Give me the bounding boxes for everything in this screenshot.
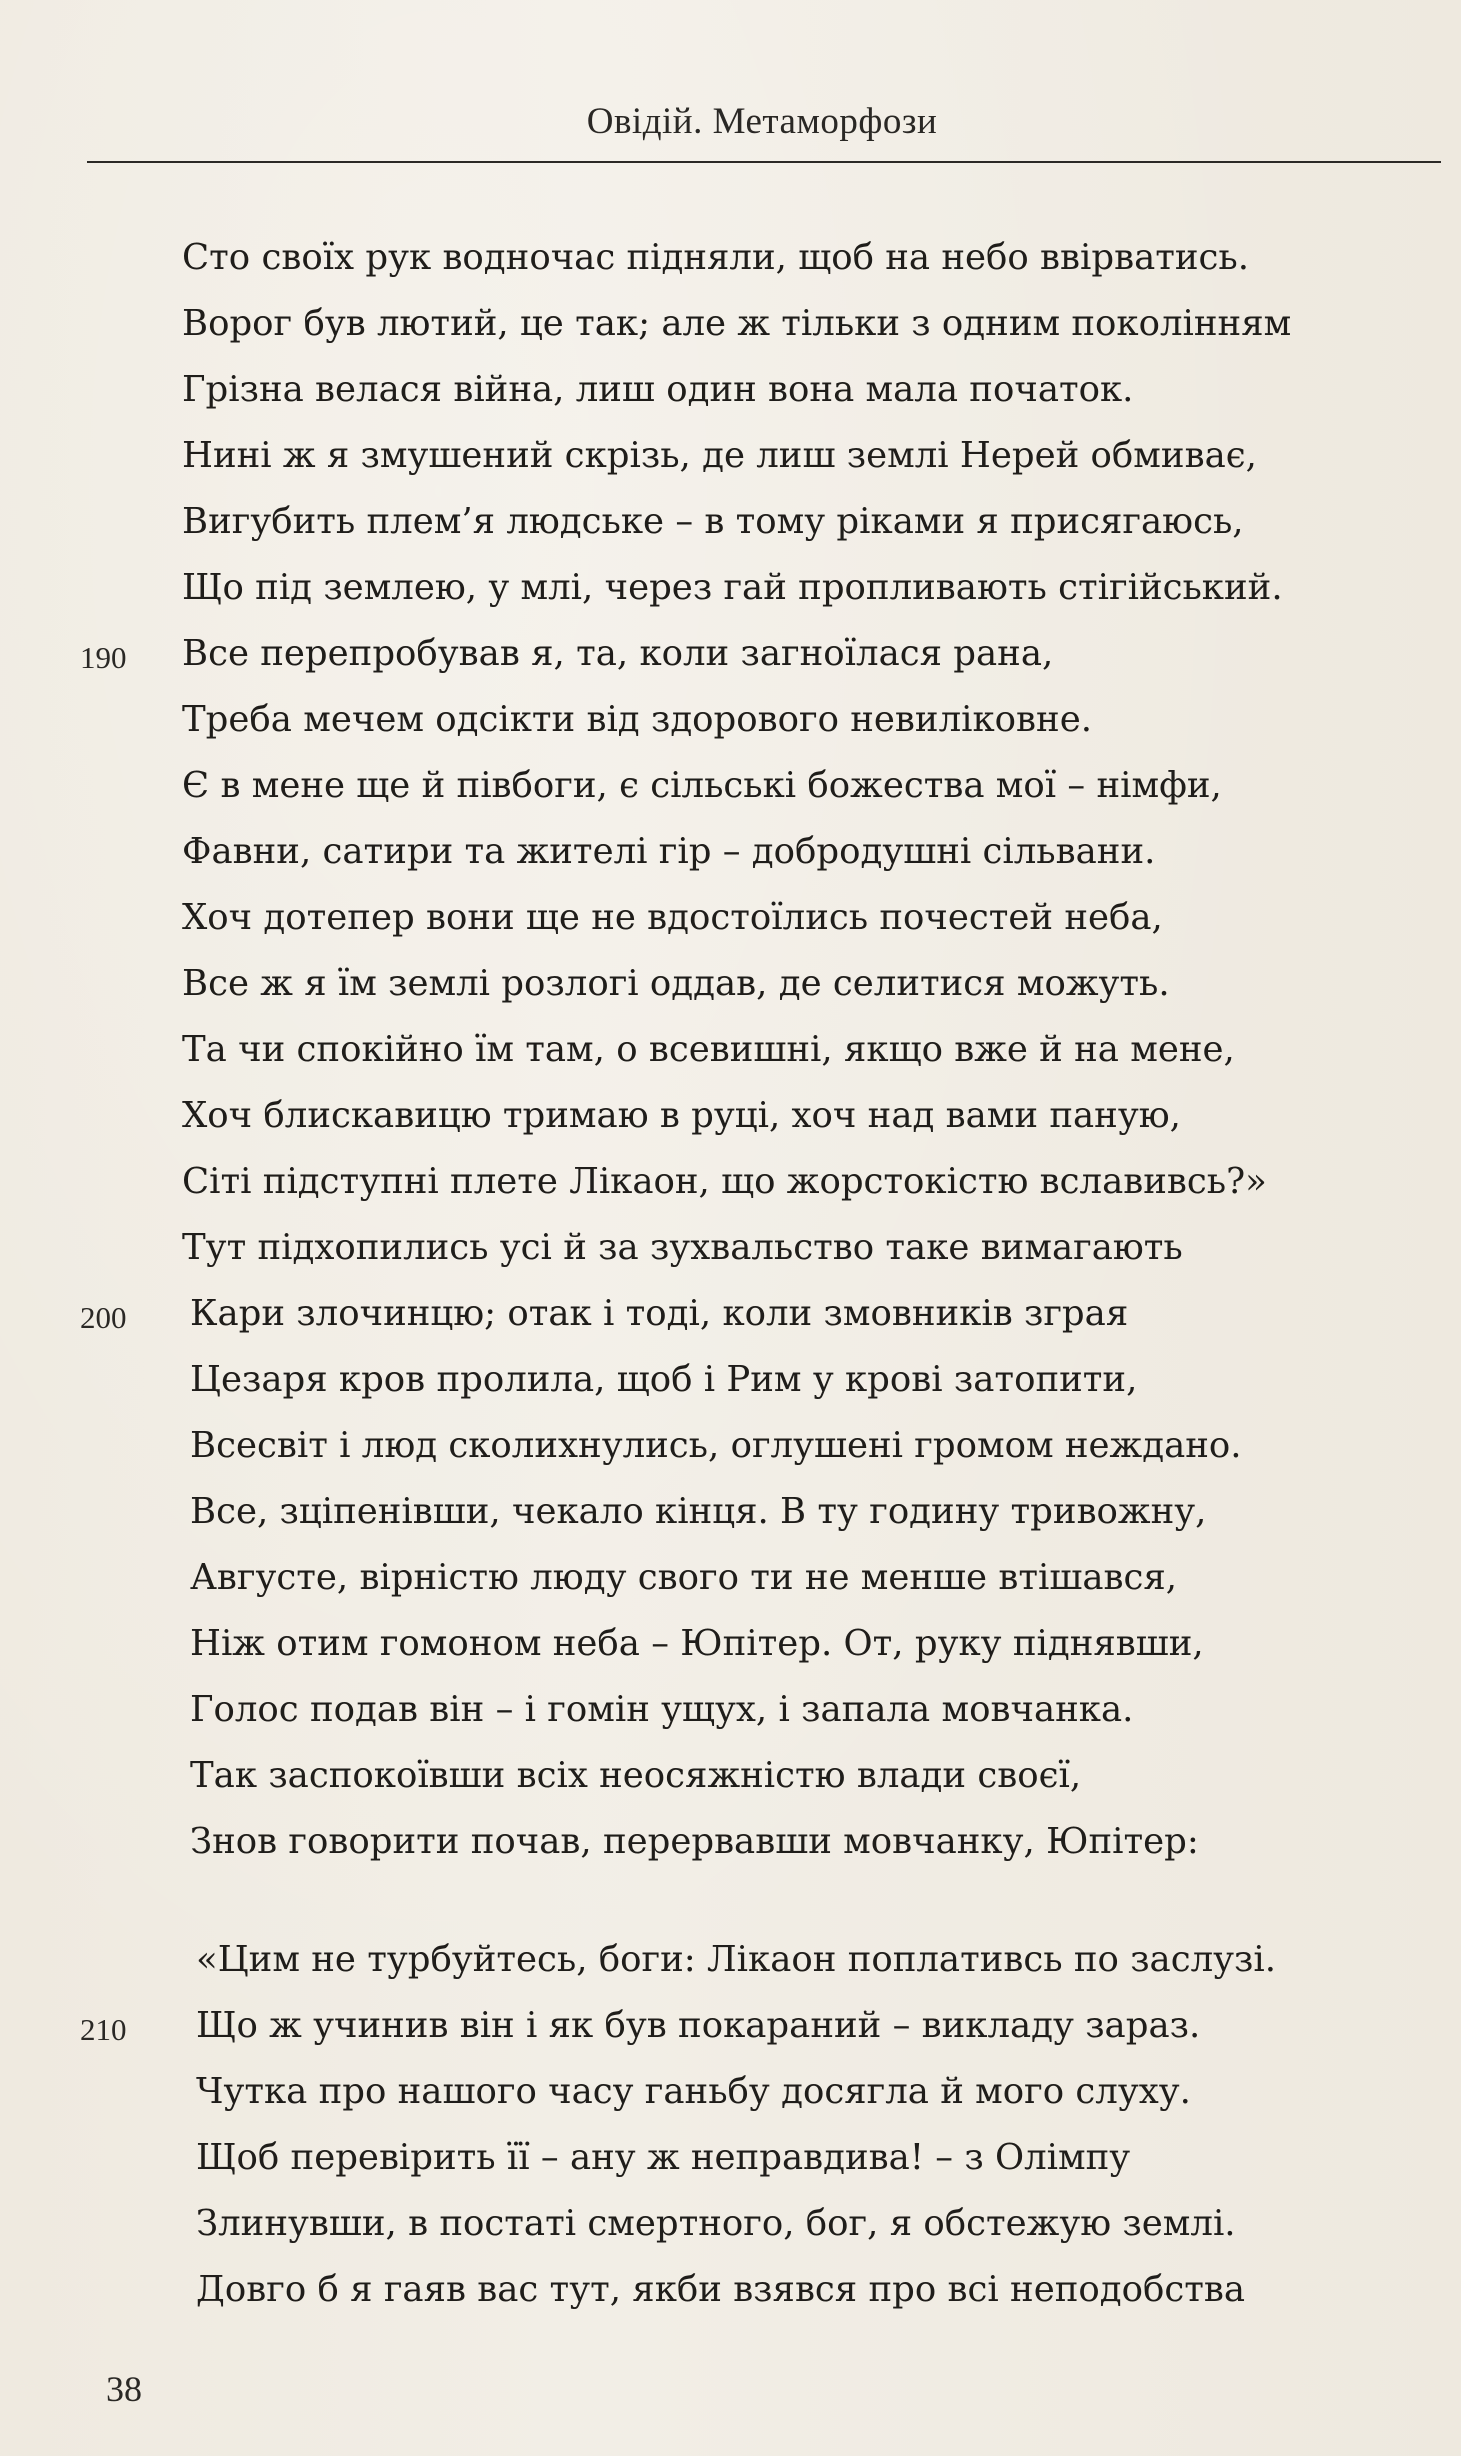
- verse-line: Довго б я гаяв вас тут, якби взявся про всі неподобства: [196, 2269, 1246, 2310]
- verse-line: Грізна велася війна, лиш один вона мала початок.: [182, 369, 1134, 410]
- verse-line: Що ж учинив він і як був покараний – викладу зараз.: [196, 2005, 1201, 2046]
- verse-line: Та чи спокійно їм там, о всевишні, якщо вже й на мене,: [182, 1029, 1235, 1070]
- verse-line: Вигубить плем’я людське – в тому ріками я присягаюсь,: [182, 501, 1244, 542]
- verse-line: Треба мечем одсікти від здорового невиліковне.: [182, 699, 1092, 740]
- verse-line: Хоч блискавицю тримаю в руці, хоч над вами паную,: [182, 1095, 1181, 1136]
- verse-line: Знов говорити почав, перервавши мовчанку, Юпітер:: [190, 1821, 1199, 1862]
- verse-line: Августе, вірністю люду свого ти не менше втішався,: [190, 1557, 1178, 1598]
- verse-line: Сто своїх рук водночас підняли, щоб на небо ввірватись.: [182, 237, 1250, 278]
- line-number: 210: [80, 2012, 127, 2047]
- running-title: Овідій. Метаморфози: [586, 101, 938, 142]
- verse-line: Чутка про нашого часу ганьбу досягла й мого слуху.: [196, 2071, 1191, 2112]
- page-number: 38: [106, 2369, 142, 2409]
- verse-line: Фавни, сатири та жителі гір – добродушні сільвани.: [182, 831, 1156, 872]
- verse-line: Ворог був лютий, це так; але ж тільки з одним поколінням: [182, 303, 1292, 344]
- verse-line: Всесвіт і люд сколихнулись, оглушені громом неждано.: [190, 1425, 1242, 1466]
- verse-line: Все ж я їм землі розлогі оддав, де селитися можуть.: [182, 963, 1170, 1004]
- verse-line: Є в мене ще й півбоги, є сільські божества мої – німфи,: [182, 765, 1222, 806]
- verse-line: Що під землею, у млі, через гай пропливають стігійський.: [182, 567, 1283, 608]
- verse-line: Злинувши, в постаті смертного, бог, я обстежую землі.: [196, 2203, 1236, 2244]
- verse-line: Голос подав він – і гомін ущух, і запала мовчанка.: [190, 1689, 1134, 1730]
- verse-line: Цезаря кров пролила, щоб і Рим у крові затопити,: [190, 1359, 1138, 1400]
- verse-line: Тут підхопились усі й за зухвальство таке вимагають: [182, 1227, 1183, 1268]
- line-number: 200: [80, 1300, 127, 1335]
- verse-line: Все, зціпенівши, чекало кінця. В ту годину тривожну,: [190, 1491, 1207, 1532]
- verse-line: Так заспокоївши всіх неосяжністю влади своєї,: [190, 1755, 1082, 1796]
- verse-line: Щоб перевірить її – ану ж неправдива! – з Олімпу: [196, 2137, 1131, 2178]
- line-number: 190: [80, 640, 127, 675]
- verse-line: Ніж отим гомоном неба – Юпітер. От, руку піднявши,: [190, 1623, 1204, 1664]
- verse-line: «Цим не турбуйтесь, боги: Лікаон поплативсь по заслузі.: [196, 1939, 1277, 1980]
- verse-line: Нині ж я змушений скрізь, де лиш землі Нерей обмиває,: [182, 435, 1257, 476]
- verse-line: Кари злочинцю; отак і тоді, коли змовників зграя: [190, 1293, 1129, 1334]
- header-rule: [87, 161, 1441, 163]
- verse-line: Хоч дотепер вони ще не вдостоїлись почестей неба,: [182, 897, 1163, 938]
- verse-line: Все перепробував я, та, коли загноїлася рана,: [182, 633, 1054, 674]
- verse-line: Сіті підступні плете Лікаон, що жорстокістю вславивсь?»: [182, 1161, 1267, 1202]
